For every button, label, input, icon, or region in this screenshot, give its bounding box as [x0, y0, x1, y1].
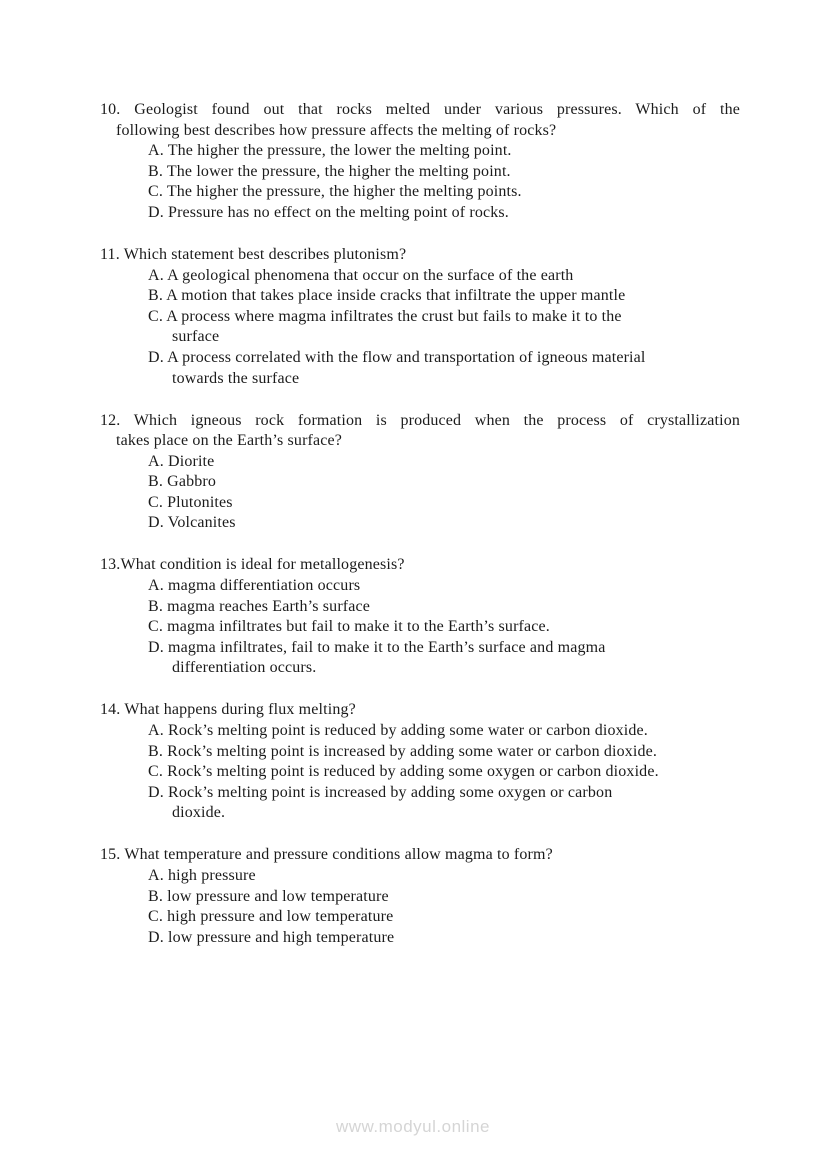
- option: [100, 866, 740, 887]
- option-wrap-line: dioxide.: [172, 804, 226, 822]
- option-text: Volcanites: [167, 514, 236, 532]
- option-line: [100, 266, 740, 287]
- option-letter: D.: [148, 638, 169, 656]
- option-text: magma infiltrates, fail to make it to the Earth’s surface and magma: [168, 638, 606, 656]
- question-number: 12.: [100, 411, 134, 429]
- option-text: high pressure: [168, 866, 256, 884]
- option-line: [100, 783, 740, 804]
- options-list: [100, 721, 740, 824]
- option-line: [100, 597, 740, 618]
- question-text: Which statement best describes plutonism?: [123, 245, 407, 263]
- option-letter: C.: [148, 307, 167, 325]
- option-letter: D.: [148, 203, 169, 221]
- question-text: Which igneous rock formation is produced when the process of crystallization: [133, 411, 740, 429]
- option-letter: C.: [148, 908, 168, 926]
- option-text: The lower the pressure, the higher the melting point.: [166, 162, 511, 180]
- option-text: Diorite: [168, 452, 215, 470]
- option-wrap-line: surface: [172, 328, 220, 346]
- option-letter: B.: [148, 473, 168, 491]
- option-text: Rock’s melting point is increased by adding some water or carbon dioxide.: [167, 742, 658, 760]
- question-block: [100, 411, 740, 535]
- option: [100, 783, 740, 824]
- option-letter: A.: [148, 866, 169, 884]
- option-line: [100, 866, 740, 887]
- option: [100, 493, 740, 514]
- question-list: [100, 100, 740, 970]
- option-letter: C.: [148, 618, 168, 636]
- option-line: [100, 907, 740, 928]
- option-text: Gabbro: [167, 473, 217, 491]
- option: [100, 472, 740, 493]
- option: [100, 721, 740, 742]
- option-letter: A.: [148, 142, 168, 160]
- option-text: The higher the pressure, the lower the melting point.: [167, 142, 512, 160]
- option: [100, 348, 740, 389]
- option-letter: D.: [148, 514, 168, 532]
- options-list: [100, 266, 740, 390]
- question-line: [100, 100, 740, 121]
- option: [100, 638, 740, 679]
- question-line: [100, 845, 740, 866]
- question-text-area: [100, 411, 740, 452]
- option: [100, 141, 740, 162]
- question-block: [100, 845, 740, 948]
- option-letter: A.: [148, 577, 169, 595]
- option-text: Rock’s melting point is reduced by adding some water or carbon dioxide.: [168, 722, 648, 739]
- option-letter: A.: [148, 266, 168, 284]
- option-line: [100, 928, 740, 949]
- option: [100, 907, 740, 928]
- question-block: [100, 555, 740, 679]
- question-number: 10.: [100, 101, 135, 118]
- question-line: [100, 245, 740, 266]
- watermark-text: www.modyul.online: [335, 1117, 490, 1136]
- option-text: A process correlated with the flow and transportation of igneous material: [167, 348, 646, 366]
- option-letter: D.: [148, 783, 169, 801]
- option-line: [100, 721, 740, 742]
- option: [100, 576, 740, 597]
- option-line: [100, 576, 740, 597]
- option-line: [100, 742, 740, 763]
- option-letter: B.: [148, 597, 168, 615]
- option-text: magma infiltrates but fail to make it to the Earth’s surface.: [167, 618, 550, 636]
- option-line: [100, 472, 740, 493]
- option-text: The higher the pressure, the higher the melting points.: [166, 183, 522, 201]
- option-text: A geological phenomena that occur on the surface of the earth: [167, 266, 574, 284]
- question-text: Geologist found out that rocks melted under various pressures. Which of the: [134, 101, 741, 118]
- option-text: high pressure and low temperature: [167, 908, 394, 926]
- option-line: [100, 182, 740, 203]
- option-line: [100, 513, 740, 534]
- option-letter: C.: [148, 493, 168, 511]
- question-line: [100, 555, 740, 576]
- option-letter: A.: [148, 722, 169, 739]
- question-text-area: [100, 245, 740, 266]
- option-line: [100, 452, 740, 473]
- option: [100, 513, 740, 534]
- question-number: 14.: [100, 701, 125, 719]
- option-letter: C.: [148, 183, 167, 201]
- question-line: [100, 700, 740, 721]
- option-letter: B.: [148, 742, 168, 760]
- option: [100, 286, 740, 307]
- option-line: [100, 638, 740, 659]
- question-number: 13.: [100, 556, 121, 574]
- option-text: Rock’s melting point is increased by adding some oxygen or carbon: [168, 783, 613, 801]
- option-text: Rock’s melting point is reduced by adding some oxygen or carbon dioxide.: [167, 763, 659, 781]
- option-line: [100, 887, 740, 908]
- question-block: [100, 245, 740, 389]
- option: [100, 597, 740, 618]
- option-text: magma differentiation occurs: [168, 577, 361, 595]
- option: [100, 742, 740, 763]
- question-text-area: [100, 700, 740, 721]
- question-block: [100, 100, 740, 224]
- question-line: following best describes how pressure affects the melting of rocks?: [116, 121, 557, 139]
- question-text-area: [100, 100, 740, 141]
- option-line: [100, 617, 740, 638]
- option-line: [100, 493, 740, 514]
- option-line: [100, 286, 740, 307]
- option: [100, 452, 740, 473]
- options-list: [100, 452, 740, 534]
- question-number: 11.: [100, 245, 124, 263]
- option-text: Pressure has no effect on the melting point of rocks.: [168, 203, 509, 221]
- options-list: [100, 866, 740, 948]
- option-text: magma reaches Earth’s surface: [167, 597, 371, 615]
- option-letter: B.: [148, 887, 168, 905]
- option: [100, 307, 740, 348]
- option: [100, 182, 740, 203]
- option-line: [100, 162, 740, 183]
- options-list: [100, 576, 740, 679]
- option-letter: B.: [148, 162, 167, 180]
- option: [100, 162, 740, 183]
- option: [100, 617, 740, 638]
- option-letter: B.: [148, 287, 167, 305]
- option: [100, 203, 740, 224]
- question-line: takes place on the Earth’s surface?: [116, 432, 343, 450]
- option-line: [100, 762, 740, 783]
- option-line: [100, 203, 740, 224]
- option-text: A motion that takes place inside cracks that infiltrate the upper mantle: [166, 287, 626, 305]
- option-letter: D.: [148, 928, 169, 946]
- option-text: Plutonites: [167, 493, 233, 511]
- option-line: [100, 348, 740, 369]
- option-text: low pressure and high temperature: [168, 928, 395, 946]
- option: [100, 887, 740, 908]
- option-text: low pressure and low temperature: [167, 887, 389, 905]
- question-block: [100, 700, 740, 824]
- option-wrap-line: differentiation occurs.: [172, 659, 317, 677]
- question-text-area: [100, 845, 740, 866]
- option-letter: D.: [148, 348, 168, 366]
- option-line: [100, 307, 740, 328]
- question-text: What temperature and pressure conditions allow magma to form?: [124, 846, 553, 864]
- options-list: [100, 141, 740, 223]
- question-number: 15.: [100, 846, 125, 864]
- option-wrap-line: towards the surface: [172, 369, 300, 387]
- option-text: A process where magma infiltrates the crust but fails to make it to the: [166, 307, 622, 325]
- option-letter: C.: [148, 763, 168, 781]
- question-text: What happens during flux melting?: [124, 701, 356, 719]
- option: [100, 266, 740, 287]
- question-text-area: [100, 555, 740, 576]
- option-letter: A.: [148, 452, 169, 470]
- option: [100, 928, 740, 949]
- question-text: What condition is ideal for metallogenesis?: [120, 556, 405, 574]
- option: [100, 762, 740, 783]
- option-line: [100, 141, 740, 162]
- question-line: [100, 411, 740, 432]
